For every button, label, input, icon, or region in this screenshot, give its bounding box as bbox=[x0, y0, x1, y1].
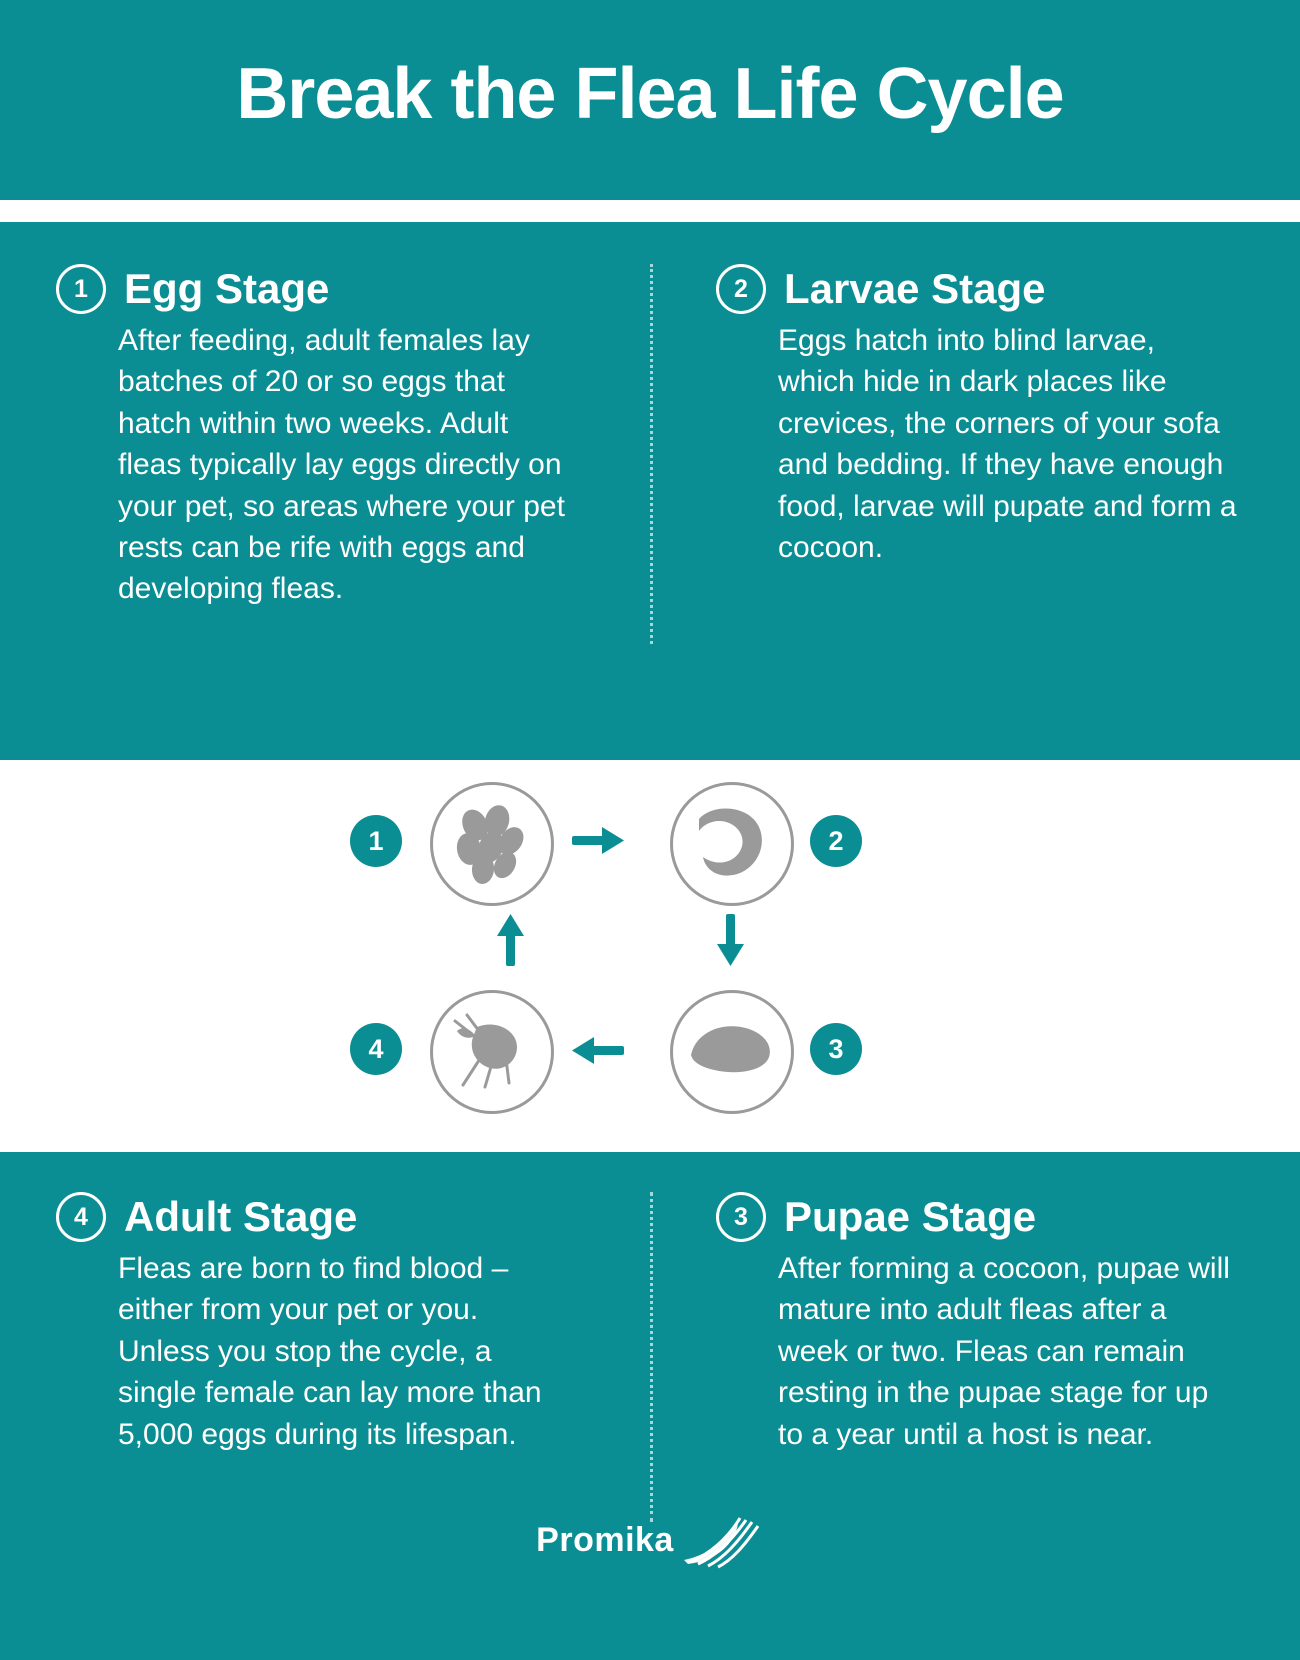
arrow-up-icon bbox=[488, 910, 534, 975]
stage-description: After feeding, adult females lay batches of 20 or so eggs that hatch within two weeks. Adult fleas typically lay eggs directly on your pet, so areas where your pet rests can be rife with eggs and developing fleas. bbox=[118, 324, 565, 606]
cycle-node-larva bbox=[670, 782, 794, 906]
stage-card-pupae bbox=[650, 1192, 1300, 1455]
stage-description: Fleas are born to find blood – either from your pet or you. Unless you stop the cycle, a single female can lay more than 5,000 eggs during its lifespan. bbox=[118, 1252, 542, 1451]
stage-card-larvae bbox=[650, 264, 1300, 610]
stages-bottom-band bbox=[0, 1152, 1300, 1660]
stage-number-badge: 2 bbox=[716, 264, 766, 314]
arrow-down-icon bbox=[708, 910, 754, 975]
stage-title: Adult Stage bbox=[124, 1193, 358, 1240]
stage-title: Pupae Stage bbox=[784, 1193, 1037, 1240]
arrow-left-icon bbox=[568, 1028, 628, 1079]
stage-title: Egg Stage bbox=[124, 265, 330, 312]
cycle-badge-4: 4 bbox=[350, 1023, 402, 1075]
flea-pupa-icon bbox=[673, 993, 785, 1105]
cycle-node-pupa bbox=[670, 990, 794, 1114]
arrow-right-icon bbox=[568, 818, 628, 869]
stage-card-egg bbox=[0, 264, 650, 610]
cycle-badge-2: 2 bbox=[810, 815, 862, 867]
cycle-node-adult bbox=[430, 990, 554, 1114]
stages-top-band bbox=[0, 222, 1300, 760]
stage-title: Larvae Stage bbox=[784, 265, 1046, 312]
stage-number-badge: 4 bbox=[56, 1192, 106, 1242]
header-banner bbox=[0, 0, 1300, 200]
cycle-node-egg bbox=[430, 782, 554, 906]
promika-fan-logo-icon bbox=[678, 1510, 764, 1570]
stage-heading bbox=[56, 1192, 616, 1242]
stage-heading bbox=[716, 264, 1276, 314]
life-cycle-diagram bbox=[0, 760, 1300, 1152]
page-title: Break the Flea Life Cycle bbox=[236, 54, 1064, 134]
cycle-badge-1: 1 bbox=[350, 815, 402, 867]
footer-brand bbox=[0, 1490, 1300, 1590]
flea-larva-icon bbox=[673, 785, 785, 897]
stage-card-adult bbox=[0, 1192, 650, 1455]
stage-description: Eggs hatch into blind larvae, which hide in dark places like crevices, the corners of your sofa and bedding. If they have enough food, larvae will pupate and form a cocoon. bbox=[778, 324, 1237, 564]
stage-heading bbox=[56, 264, 616, 314]
cycle-badge-3: 3 bbox=[810, 1023, 862, 1075]
adult-flea-icon bbox=[433, 993, 545, 1105]
stage-heading bbox=[716, 1192, 1276, 1242]
stage-number-badge: 3 bbox=[716, 1192, 766, 1242]
stage-description: After forming a cocoon, pupae will mature into adult fleas after a week or two. Fleas can remain resting in the pupae stage for up to a year until a host is near. bbox=[778, 1252, 1230, 1451]
brand-name: Promika bbox=[536, 1521, 674, 1559]
stage-number-badge: 1 bbox=[56, 264, 106, 314]
flea-eggs-icon bbox=[433, 785, 545, 897]
